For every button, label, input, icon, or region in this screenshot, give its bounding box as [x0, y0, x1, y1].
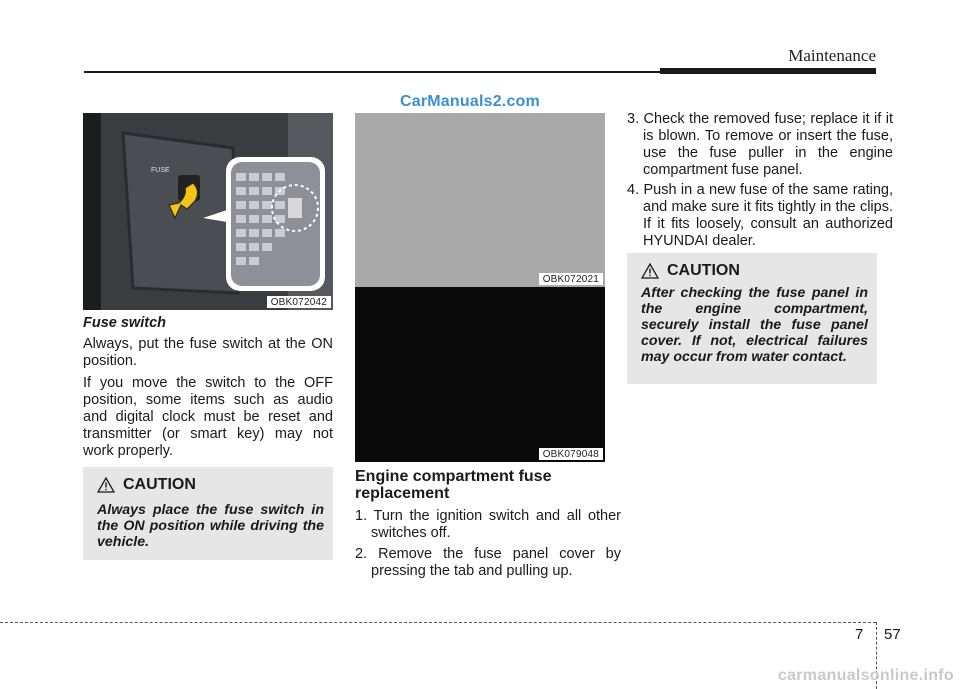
caution-header: [641, 262, 740, 280]
caution-title: CAUTION: [123, 476, 196, 493]
caution-header: [97, 476, 196, 494]
caution-body: Always place the fuse switch in the ON position while driving the vehicle.: [97, 502, 324, 550]
section-title: Maintenance: [788, 46, 876, 65]
warning-triangle-icon: [97, 477, 115, 493]
step-4: 4. Push in a new fuse of the same rating, and make sure it fits tightly in the clips. If it fits loosely, consult an authorized HYUNDAI dealer.: [627, 182, 893, 249]
step-3: 3. Check the removed fuse; replace it if it is blown. To remove or insert the fuse, use the fuse puller in the engine compartment fuse panel.: [627, 111, 893, 178]
step-1: 1. Turn the ignition switch and all other switches off.: [355, 508, 621, 541]
header-rule: [84, 71, 660, 73]
header-rule-accent: [660, 68, 876, 74]
footer-rule: [0, 622, 876, 623]
fuse-switch-para-1: Always, put the fuse switch at the ON position.: [83, 336, 333, 369]
fuse-panel-photo: [355, 287, 605, 462]
chapter-number: 7: [855, 626, 864, 643]
step-2: 2. Remove the fuse panel cover by pressing the tab and pulling up.: [355, 546, 621, 579]
photo-code: OBK079048: [539, 448, 603, 460]
photo-code: OBK072021: [539, 273, 603, 285]
page-number: 57: [884, 626, 901, 643]
fuse-switch-photo: [83, 113, 333, 310]
warning-triangle-icon: [641, 263, 659, 279]
caution-body: After checking the fuse panel in the engine compartment, securely install the fuse panel cover. If not, electrical failures may occur from water contact.: [641, 285, 868, 365]
caution-title: CAUTION: [667, 262, 740, 279]
fuse-switch-illustration: [83, 113, 333, 310]
section-heading: Engine compartment fuse replacement: [355, 468, 552, 502]
fuse-switch-subheading: Fuse switch: [83, 315, 166, 331]
caution-box-fuse-panel: [627, 253, 877, 384]
photo-code: OBK072042: [267, 296, 331, 308]
fuse-switch-para-2: If you move the switch to the OFF position, some items such as audio and digital clock must be reset and transmitter (or smart key) may not work properly.: [83, 375, 333, 459]
footer-watermark[interactable]: carmanualsonline.info: [777, 667, 954, 684]
site-watermark[interactable]: CarManuals2.com: [400, 93, 540, 110]
caution-box-fuse-switch: [83, 467, 333, 560]
fuse-label: FUSE: [151, 167, 170, 174]
engine-bay-photo: [355, 113, 605, 287]
